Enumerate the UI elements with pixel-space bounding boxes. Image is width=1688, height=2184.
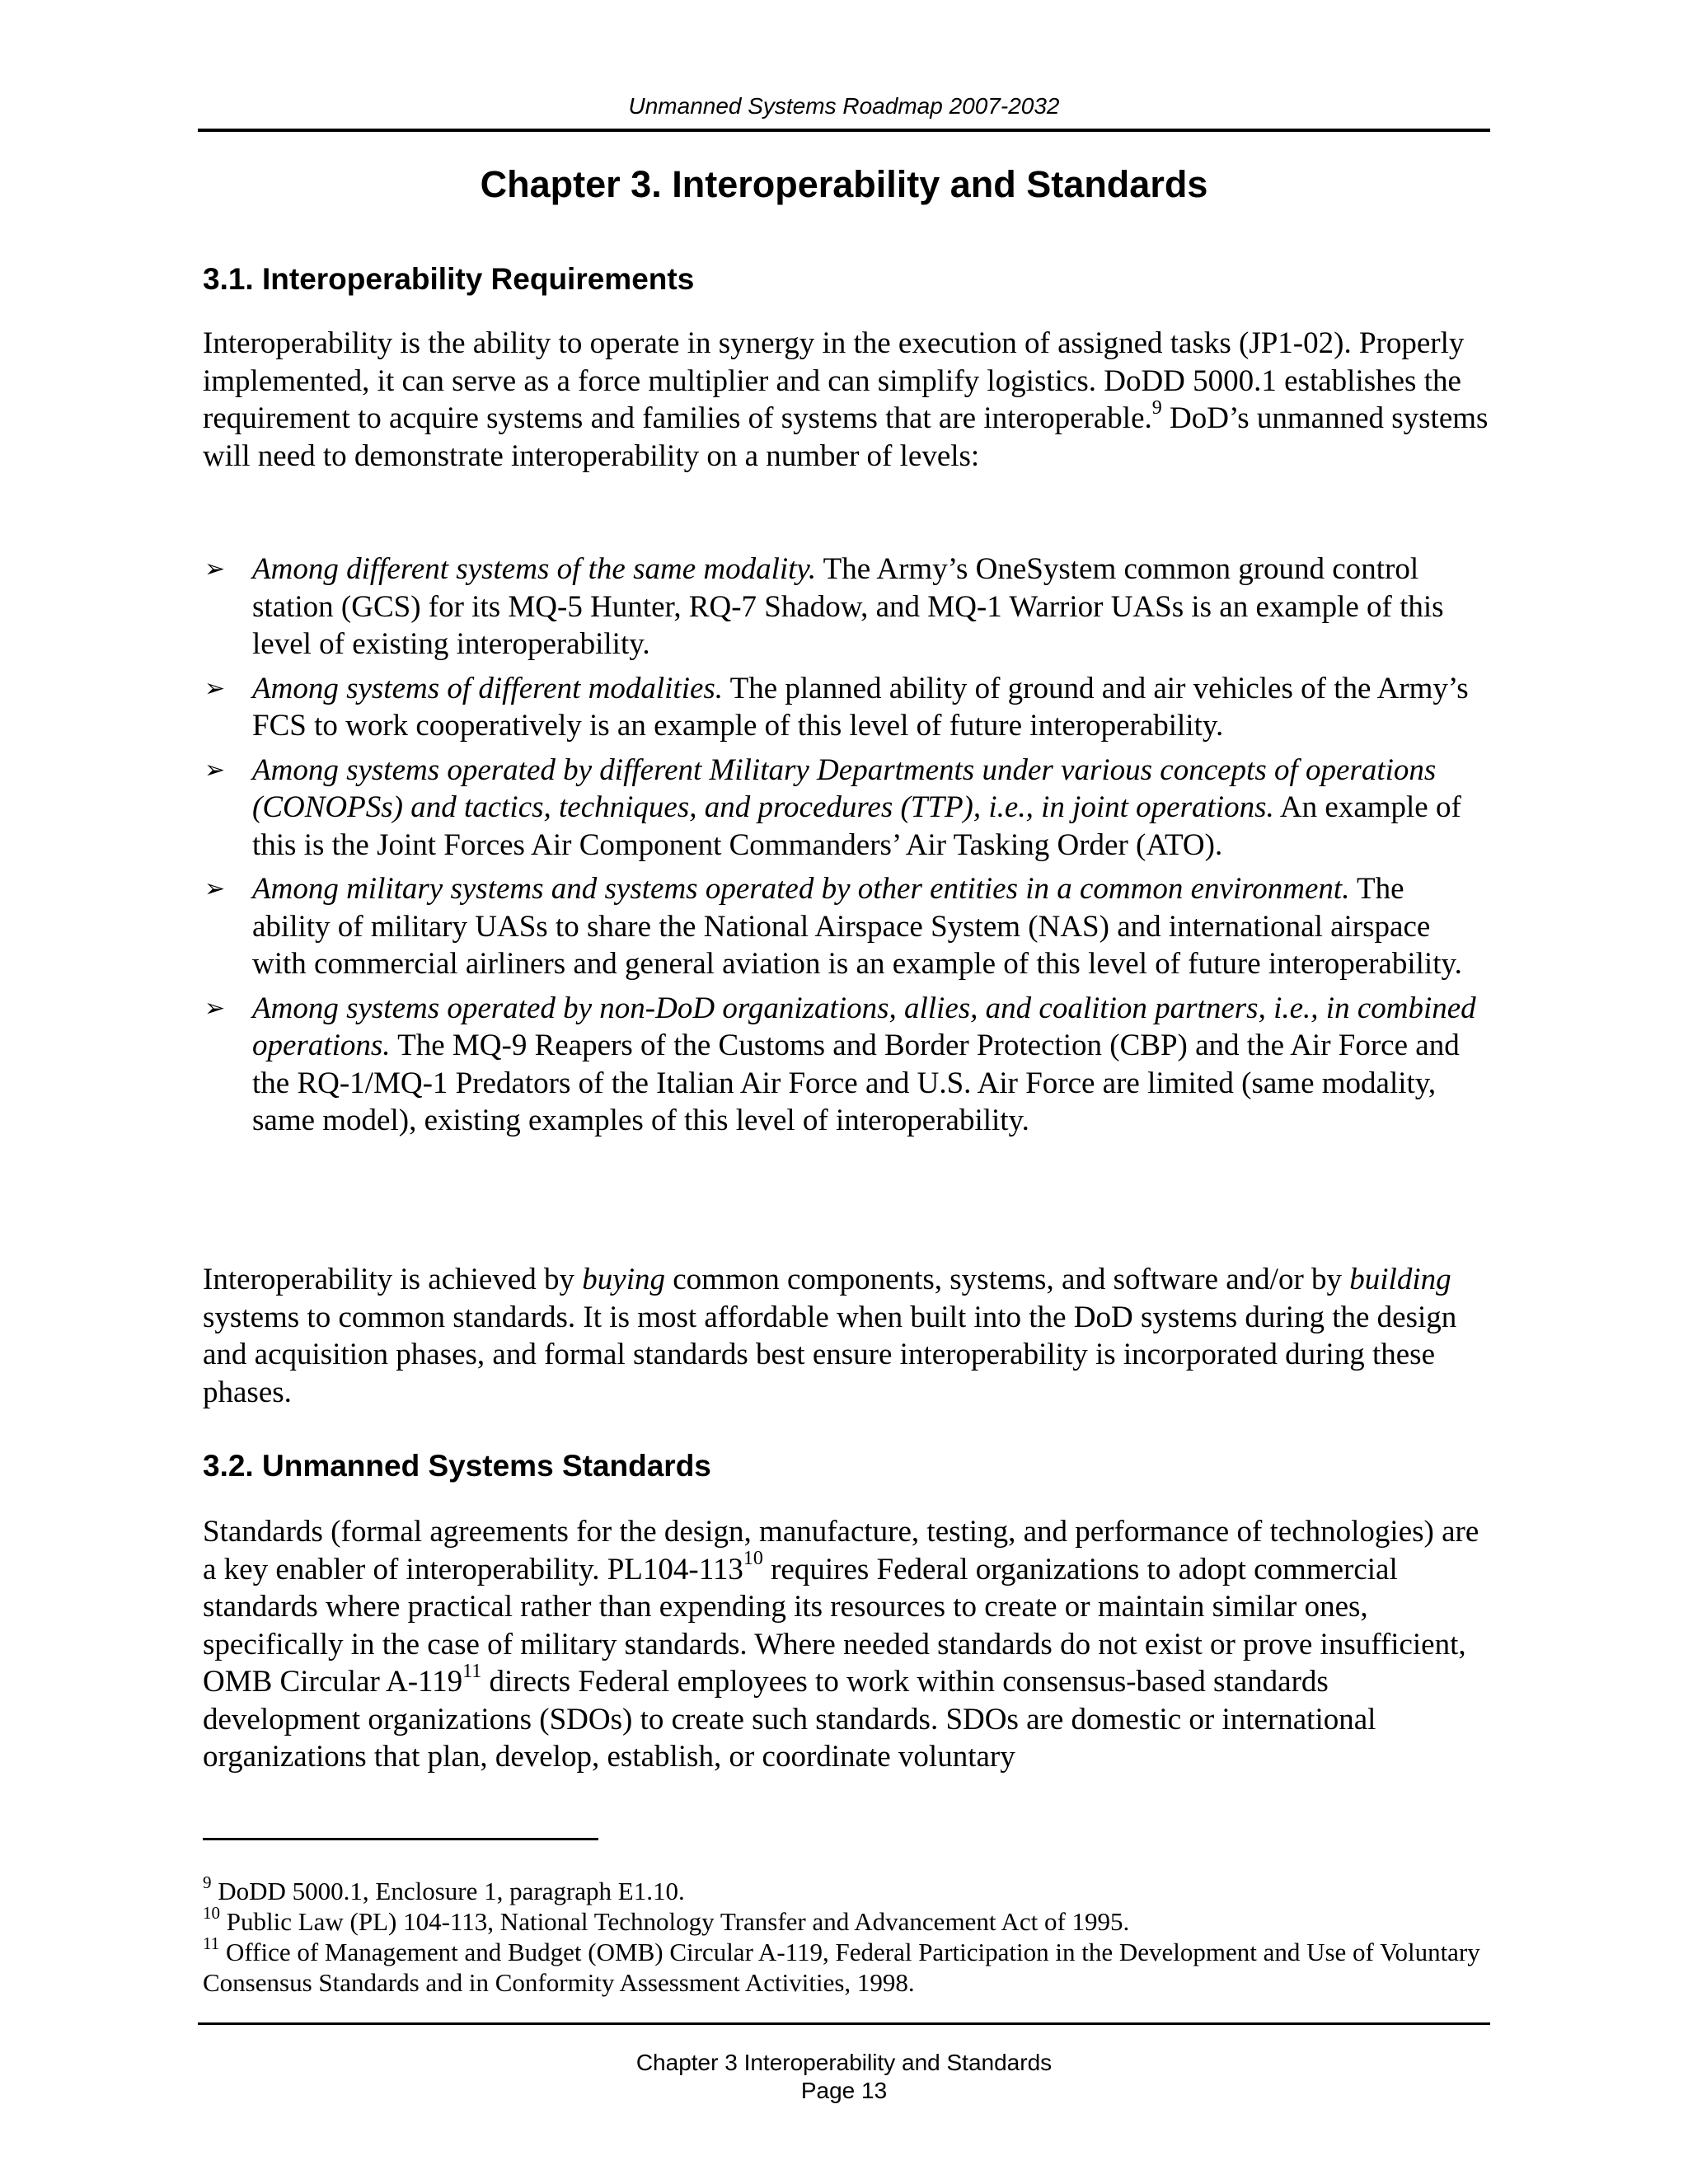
emphasis-buying: buying xyxy=(582,1263,665,1296)
list-item-text: The ability of military UASs to share the National Airspace System (NAS) and international airspace with commercial airliners and general aviation is an example of this level of future interoperability. xyxy=(252,872,1462,981)
list-item-text: An example of this is the Joint Forces Air Component Commanders’ Air Tasking Order (ATO). xyxy=(252,790,1461,862)
intro-paragraph xyxy=(203,325,1489,475)
footnote-separator xyxy=(203,1838,598,1840)
arrowhead-bullet-icon: ➢ xyxy=(204,673,226,703)
intro-text-continued: DoD’s unmanned systems will need to demonstrate interoperability on a number of levels: xyxy=(203,401,1489,473)
closing-text-2: common components, systems, and software and/or by xyxy=(664,1263,1350,1296)
arrowhead-bullet-icon: ➢ xyxy=(204,993,226,1023)
standards-text-1: Standards (formal agreements for the design, manufacture, testing, and performance of technologies) are a key enabler of interoperability. PL104-113 xyxy=(203,1515,1479,1586)
closing-text-3: systems to common standards. It is most affordable when built into the DoD systems during the design and acquisition phases, and formal standards best ensure interoperability is incorporated during these phases. xyxy=(203,1300,1457,1409)
footnote-number: 9 xyxy=(203,1872,212,1892)
footnote-10 xyxy=(203,1902,1489,1937)
chapter-title: Chapter 3. Interoperability and Standards xyxy=(480,163,1208,205)
list-item-text: The Army’s OneSystem common ground control station (GCS) for its MQ-5 Hunter, RQ-7 Shadow, and MQ-1 Warrior UASs is an example of this level of existing interoperability. xyxy=(252,552,1444,661)
footnote-text: Office of Management and Budget (OMB) Circular A-119, Federal Participation in the Development and Use of Voluntary Consensus Standards and in Conformity Assessment Activities, 1998. xyxy=(203,1938,1480,1997)
emphasis-building: building xyxy=(1349,1263,1451,1296)
list-item xyxy=(203,990,1489,1140)
closing-text-1: Interoperability is achieved by xyxy=(203,1263,583,1296)
footnote-number: 11 xyxy=(203,1933,220,1953)
interoperability-levels-list xyxy=(203,551,1489,1146)
standards-text-3: directs Federal employees to work within consensus-based standards development organizations (SDOs) to create such standards. SDOs are domestic or international organizations that plan, develop, establish, or coordinate voluntary xyxy=(203,1665,1376,1774)
page-number: Page 13 xyxy=(800,2078,888,2103)
intro-text: Interoperability is the ability to operate in synergy in the execution of assigned tasks (JP1-02). Properly implemented, it can serve as a force multiplier and can simplify logistics. DoDD 5000.1 establishes the requirement to acquire systems and families of systems that are interoperable. xyxy=(203,326,1465,435)
arrowhead-bullet-icon: ➢ xyxy=(204,874,226,903)
footer-chapter-title: Chapter 3 Interoperability and Standards xyxy=(635,2050,1053,2075)
list-item-lead: Among systems of different modalities. xyxy=(252,671,724,705)
running-header: Unmanned Systems Roadmap 2007-2032 xyxy=(628,93,1060,119)
list-item-lead: Among systems operated by different Military Departments under various concepts of operations (CONOPSs) and tactics, techniques, and procedures (TTP), i.e., in joint operations. xyxy=(252,752,1437,824)
arrowhead-bullet-icon: ➢ xyxy=(204,755,226,785)
closing-paragraph xyxy=(203,1261,1489,1411)
footnote-number: 10 xyxy=(203,1902,220,1923)
running-footer xyxy=(198,2049,1490,2105)
footnote-ref-10[interactable]: 10 xyxy=(743,1548,763,1570)
footnote-11 xyxy=(203,1933,1489,1998)
list-item xyxy=(203,870,1489,983)
standards-paragraph xyxy=(203,1513,1489,1776)
list-item xyxy=(203,670,1489,745)
section-heading-3-1: 3.1. Interoperability Requirements xyxy=(203,262,695,296)
list-item-text: The MQ-9 Reapers of the Customs and Border Protection (CBP) and the Air Force and the RQ-1/MQ-1 Predators of the Italian Air Force and U.S. Air Force are limited (same modality, same model), existing examples of this level of interoperability. xyxy=(252,1029,1460,1137)
section-heading-3-2: 3.2. Unmanned Systems Standards xyxy=(203,1449,711,1483)
header-rule xyxy=(198,129,1490,132)
footnote-9 xyxy=(203,1872,1489,1906)
list-item xyxy=(203,551,1489,663)
footnote-text: DoDD 5000.1, Enclosure 1, paragraph E1.10. xyxy=(211,1877,685,1905)
list-item-lead: Among military systems and systems operated by other entities in a common environment. xyxy=(252,872,1350,906)
footnote-text: Public Law (PL) 104-113, National Technology Transfer and Advancement Act of 1995. xyxy=(220,1907,1130,1936)
list-item xyxy=(203,752,1489,865)
list-item-lead: Among systems operated by non-DoD organizations, allies, and coalition partners, i.e., in combined operations. xyxy=(252,991,1476,1062)
footnote-ref-11[interactable]: 11 xyxy=(462,1660,482,1682)
footer-rule xyxy=(198,2022,1490,2025)
arrowhead-bullet-icon: ➢ xyxy=(204,555,226,583)
footnotes xyxy=(203,1872,1489,1998)
standards-text-2: requires Federal organizations to adopt commercial standards where practical rather than expending its resources to create or maintain similar ones, specifically in the case of military standards. Where needed standards do not exist or prove insufficient, OMB Circular A-119 xyxy=(203,1552,1466,1699)
list-item-text: The planned ability of ground and air vehicles of the Army’s FCS to work cooperatively is an example of this level of future interoperability. xyxy=(252,671,1469,743)
list-item-lead: Among different systems of the same modality. xyxy=(252,552,817,586)
footnote-ref-9[interactable]: 9 xyxy=(1151,396,1162,419)
